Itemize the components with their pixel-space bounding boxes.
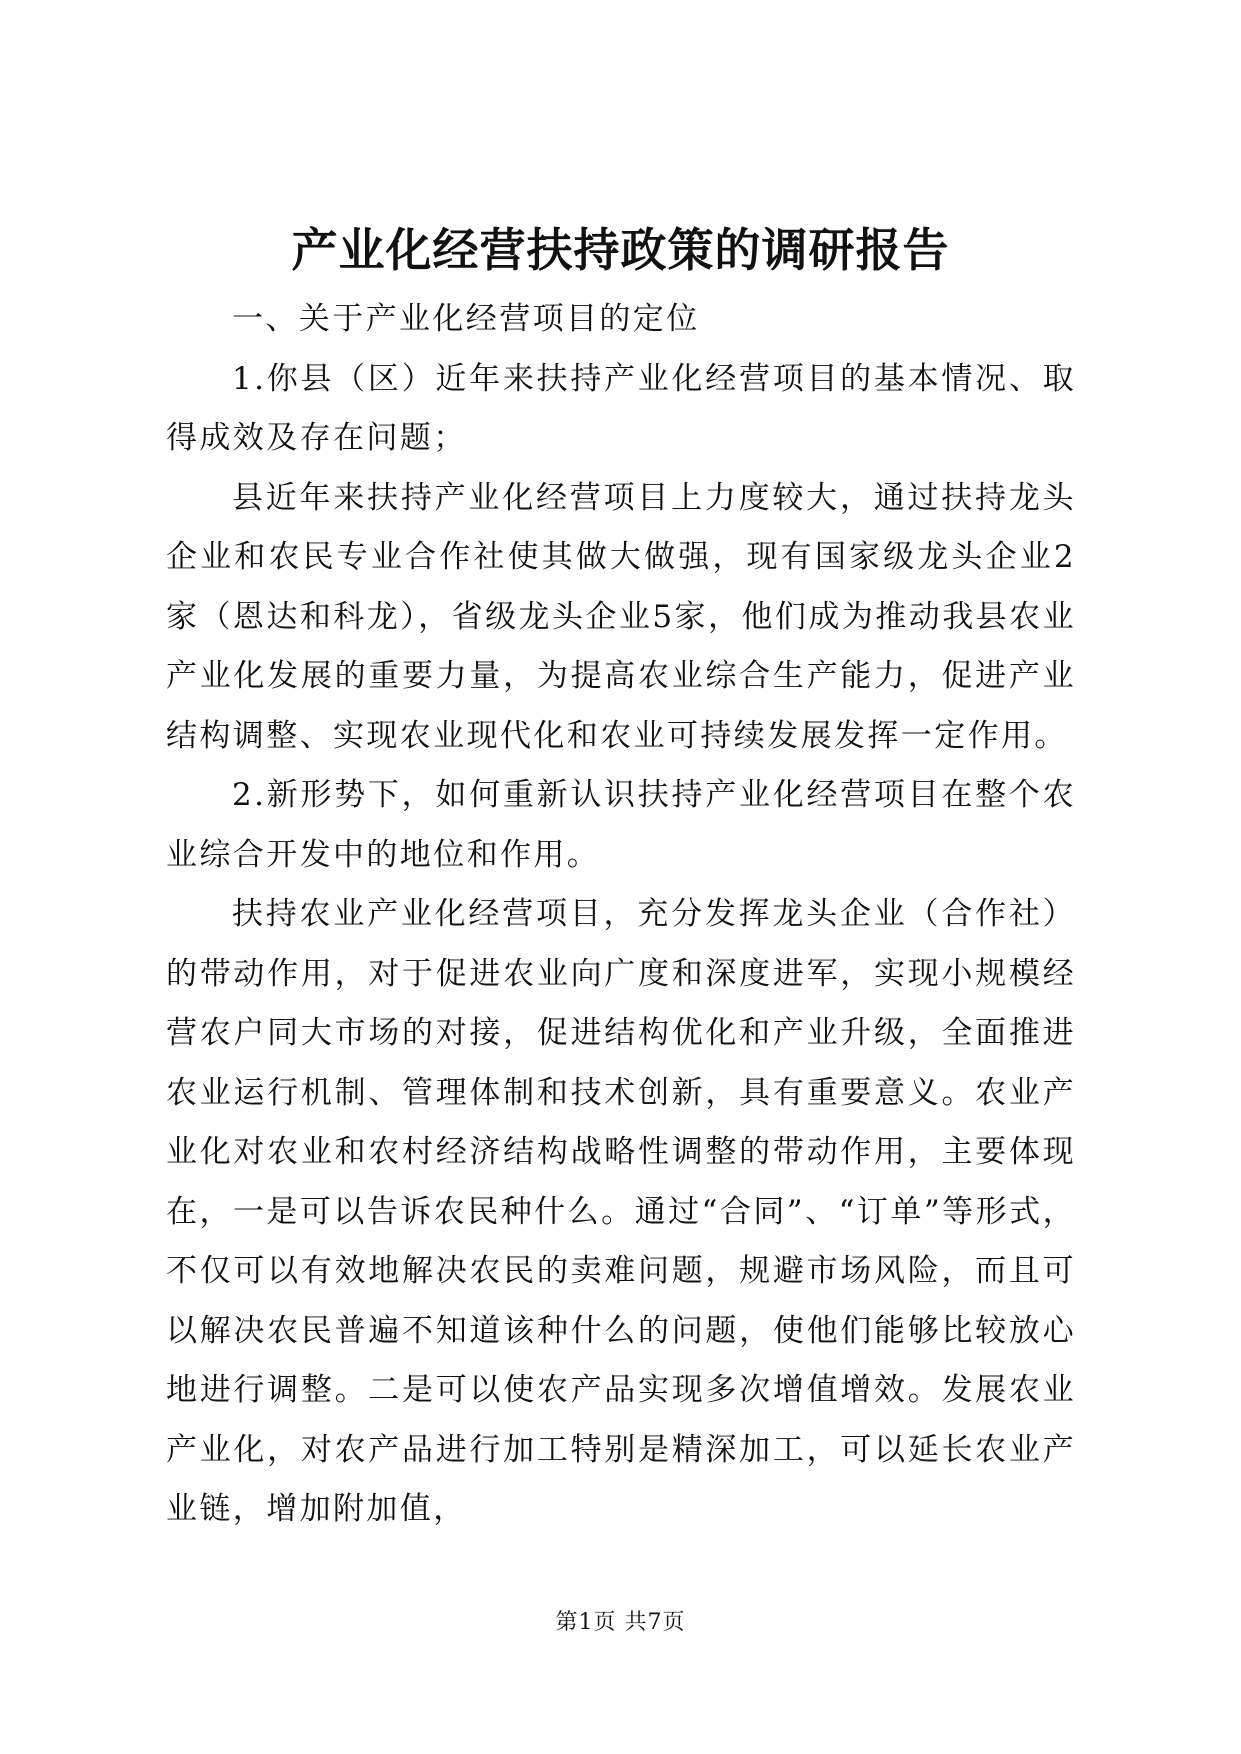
page-number-footer: 第1页 共7页 [555, 1610, 686, 1635]
paragraph: 县近年来扶持产业化经营项目上力度较大，通过扶持龙头企业和农民专业合作社使其做大做强，现有国家级龙头企业2家（恩达和科龙），省级龙头企业5家，他们成为推动我县农业产业化发展的重要力量，为提高农业综合生产能力，促进产业结构调整、实现农业现代化和农业可持续发展发挥一定作用。 [166, 479, 1076, 754]
paragraph: 1.你县（区）近年来扶持产业化经营项目的基本情况、取得成效及存在问题； [166, 360, 1076, 456]
document-body [166, 290, 1076, 1540]
paragraph: 扶持农业产业化经营项目，充分发挥龙头企业（合作社）的带动作用，对于促进农业向广度和深度进军，实现小规模经营农户同大市场的对接，促进结构优化和产业升级，全面推进农业运行机制、管理体制和技术创新，具有重要意义。农业产业化对农业和农村经济结构战略性调整的带动作用，主要体现在，一是可以告诉农民种什么。通过“合同”、“订单”等形式，不仅可以有效地解决农民的卖难问题，规避市场风险，而且可以解决农民普遍不知道该种什么的问题，使他们能够比较放心地进行调整。二是可以使农产品实现多次增值增效。发展农业产业化，对农产品进行加工特别是精深加工，可以延长农业产业链，增加附加值， [166, 896, 1076, 1527]
section-heading: 一、关于产业化经营项目的定位 [232, 301, 700, 337]
document-title: 产业化经营扶持政策的调研报告 [291, 223, 950, 277]
paragraph: 2.新形势下，如何重新认识扶持产业化经营项目在整个农业综合开发中的地位和作用。 [166, 777, 1076, 873]
